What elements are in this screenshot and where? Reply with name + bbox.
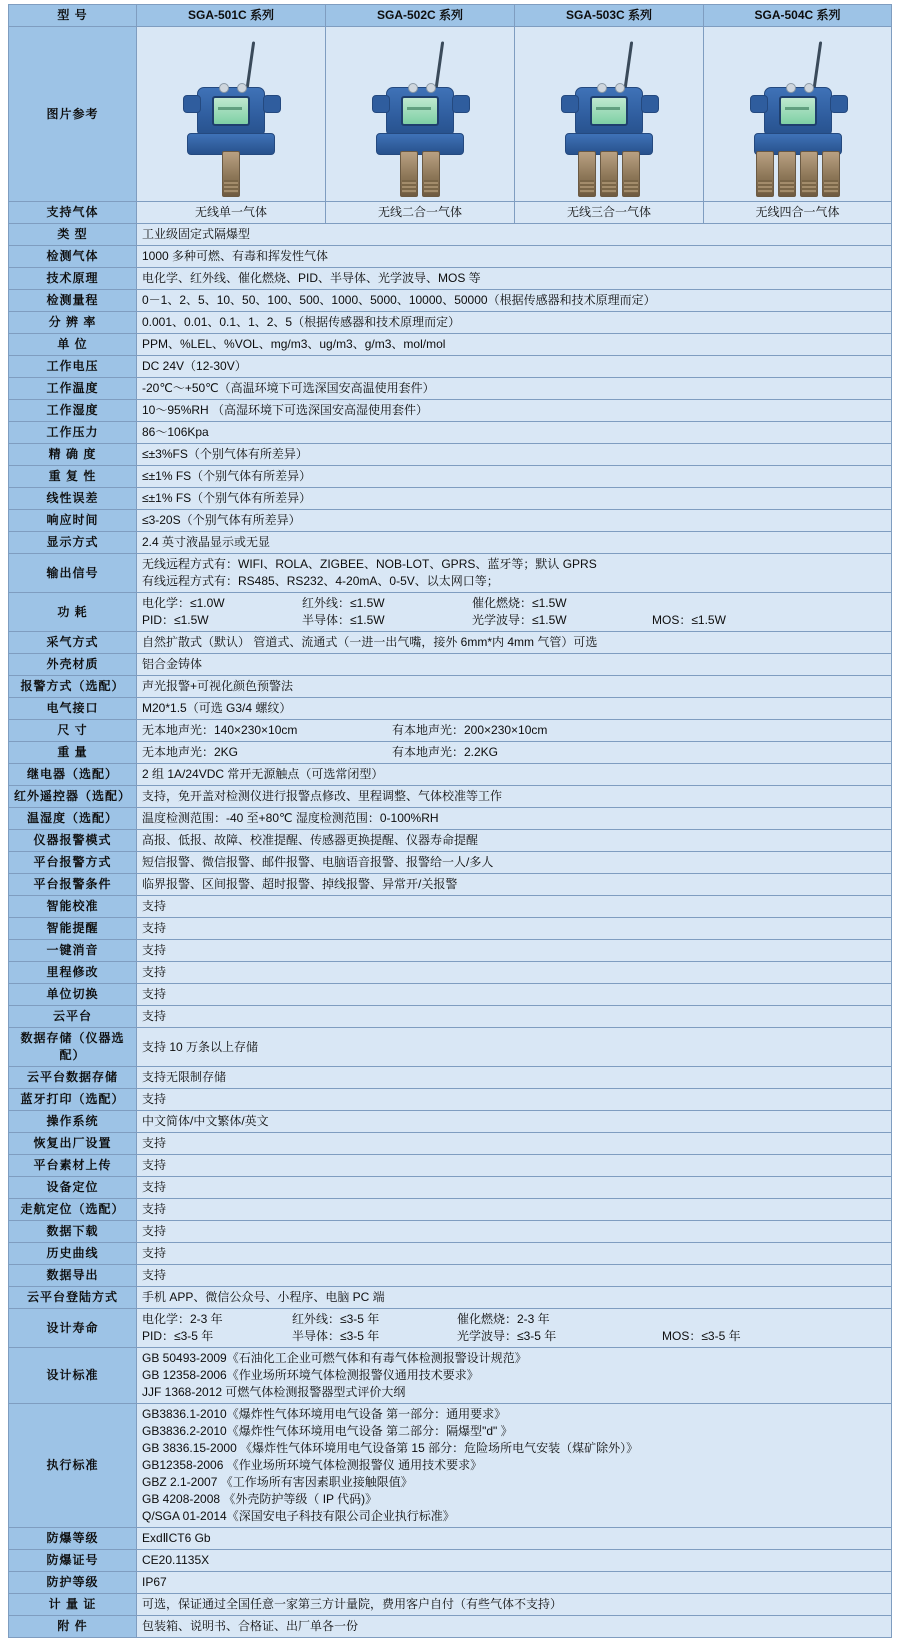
- row-label: 数据存储（仪器选配）: [9, 1028, 137, 1067]
- row-label: 里程修改: [9, 962, 137, 984]
- row-value: 温度检测范围：-40 至+80℃ 湿度检测范围：0-100%RH: [137, 808, 892, 830]
- row-label: 一键消音: [9, 940, 137, 962]
- sensor-group: [756, 151, 840, 197]
- row-value: 自然扩散式（默认） 管道式、流通式（一进一出气嘴，接外 6mm*内 4mm 气管）可选: [137, 632, 892, 654]
- sensor-probe: [400, 151, 418, 197]
- table-row-sampling: [9, 632, 892, 654]
- row-value: -20℃～+50℃（高温环境下可选深国安高温使用套件）: [137, 378, 892, 400]
- row-label: 线性误差: [9, 488, 137, 510]
- row-label: 平台报警方式: [9, 852, 137, 874]
- knob-icon: [237, 83, 247, 93]
- row-label-dimension: 尺 寸: [9, 720, 137, 742]
- row-label: 计 量 证: [9, 1594, 137, 1616]
- row-value: 包装箱、说明书、合格证、出厂单各一份: [137, 1616, 892, 1638]
- power-catalytic: 催化燃烧：≤1.5W: [472, 596, 567, 610]
- gas-value-1: 无线单一气体: [137, 202, 326, 224]
- row-label: 防爆等级: [9, 1528, 137, 1550]
- row-label: 单位切换: [9, 984, 137, 1006]
- life-catalytic: 催化燃烧：2-3 年: [457, 1312, 550, 1326]
- row-value-exec-standard: [137, 1404, 892, 1528]
- row-label: 外壳材质: [9, 654, 137, 676]
- table-row-gas: [9, 202, 892, 224]
- detector-screen: [212, 96, 250, 126]
- sensor-group: [578, 151, 640, 197]
- specification-table: [8, 4, 892, 1638]
- design-standard-line: GB 50493-2009《石油化工企业可燃气体和有毒气体检测报警设计规范》: [142, 1351, 527, 1365]
- row-label: 采气方式: [9, 632, 137, 654]
- table-row-display: [9, 532, 892, 554]
- weight-without-alarm: 无本地声光：2KG: [142, 745, 239, 759]
- row-value: 支持: [137, 1006, 892, 1028]
- row-value: 支持无限制存储: [137, 1067, 892, 1089]
- mount-ear-right: [452, 95, 470, 113]
- table-row-mobile-location: [9, 1199, 892, 1221]
- knob-icon: [597, 83, 607, 93]
- row-label: 温湿度（选配）: [9, 808, 137, 830]
- table-row-platform-alarm: [9, 852, 892, 874]
- row-label: 红外遥控器（选配）: [9, 786, 137, 808]
- row-value: 支持: [137, 896, 892, 918]
- row-label: 工作湿度: [9, 400, 137, 422]
- device-image-2: [326, 27, 515, 202]
- table-row-accuracy: [9, 444, 892, 466]
- row-value: PPM、%LEL、%VOL、mg/m3、ug/m3、g/m3、mol/mol: [137, 334, 892, 356]
- row-label: 数据导出: [9, 1265, 137, 1287]
- lifespan-line-2: [142, 1328, 886, 1345]
- row-value: 临界报警、区间报警、超时报警、掉线报警、异常开/关报警: [137, 874, 892, 896]
- gas-value-2: 无线二合一气体: [326, 202, 515, 224]
- row-value: IP67: [137, 1572, 892, 1594]
- row-label: 云平台数据存储: [9, 1067, 137, 1089]
- table-row-bluetooth-print: [9, 1089, 892, 1111]
- table-row-resolution: [9, 312, 892, 334]
- table-row-pressure: [9, 422, 892, 444]
- model-header-2: SGA-502C 系列: [326, 5, 515, 27]
- row-label: 显示方式: [9, 532, 137, 554]
- row-label: 工作电压: [9, 356, 137, 378]
- table-row-ir-remote: [9, 786, 892, 808]
- row-value: 手机 APP、微信公众号、小程序、电脑 PC 端: [137, 1287, 892, 1309]
- table-row-ex-rating: [9, 1528, 892, 1550]
- table-row-range-edit: [9, 962, 892, 984]
- row-value: CE20.1135X: [137, 1550, 892, 1572]
- power-infrared: 红外线：≤1.5W: [302, 596, 385, 610]
- row-value: ≤±1% FS（个别气体有所差异）: [137, 466, 892, 488]
- table-row-type: [9, 224, 892, 246]
- row-value: 支持，免开盖对检测仪进行报警点修改、里程调整、气体校准等工作: [137, 786, 892, 808]
- row-value-design-standard: [137, 1348, 892, 1404]
- row-label-gas: 支持气体: [9, 202, 137, 224]
- dimension-with-alarm: 有本地声光：200×230×10cm: [392, 723, 548, 737]
- table-row-alarm-mode: [9, 676, 892, 698]
- table-row-mute: [9, 940, 892, 962]
- mount-ear-left: [561, 95, 579, 113]
- row-value-dimension: [137, 720, 892, 742]
- mount-ear-left: [372, 95, 390, 113]
- sensor-probe: [222, 151, 240, 197]
- knob-icon: [786, 83, 796, 93]
- row-value: 声光报警+可视化颜色预警法: [137, 676, 892, 698]
- table-row-range: [9, 290, 892, 312]
- row-value: 支持: [137, 1265, 892, 1287]
- exec-standard-line: GB3836.1-2010《爆炸性气体环境用电气设备 第一部分：通用要求》: [142, 1407, 507, 1421]
- row-label: 蓝牙打印（选配）: [9, 1089, 137, 1111]
- weight-with-alarm: 有本地声光：2.2KG: [392, 745, 499, 759]
- row-label: 恢复出厂设置: [9, 1133, 137, 1155]
- row-value: M20*1.5（可选 G3/4 螺纹）: [137, 698, 892, 720]
- table-row-unit-switch: [9, 984, 892, 1006]
- table-row-output: [9, 554, 892, 593]
- exec-standard-line: GB12358-2006 《作业场所环境气体检测报警仪 通用技术要求》: [142, 1458, 483, 1472]
- table-row-os: [9, 1111, 892, 1133]
- row-value: 支持: [137, 984, 892, 1006]
- table-row-model-header: [9, 5, 892, 27]
- table-row-temperature: [9, 378, 892, 400]
- row-label: 类 型: [9, 224, 137, 246]
- table-row-image: [9, 27, 892, 202]
- row-value: 短信报警、微信报警、邮件报警、电脑语音报警、报警给一人/多人: [137, 852, 892, 874]
- knob-icon: [219, 83, 229, 93]
- mount-ear-right: [263, 95, 281, 113]
- row-label-exec-standard: 执行标准: [9, 1404, 137, 1528]
- detector-screen: [590, 96, 628, 126]
- table-row-weight: [9, 742, 892, 764]
- row-value: 电化学、红外线、催化燃烧、PID、半导体、光学波导、MOS 等: [137, 268, 892, 290]
- table-row-principle: [9, 268, 892, 290]
- detector-body: [575, 87, 643, 137]
- device-image-3: [515, 27, 704, 202]
- row-label: 历史曲线: [9, 1243, 137, 1265]
- row-label: 电气接口: [9, 698, 137, 720]
- life-electrochemical: 电化学：2-3 年: [142, 1312, 223, 1326]
- table-row-temp-humidity: [9, 808, 892, 830]
- row-value-lifespan: [137, 1309, 892, 1348]
- detector-screen: [401, 96, 439, 126]
- table-row-ex-cert: [9, 1550, 892, 1572]
- row-value: 中文简体/中文繁体/英文: [137, 1111, 892, 1133]
- row-value: ≤±1% FS（个别气体有所差异）: [137, 488, 892, 510]
- row-value: 支持: [137, 1243, 892, 1265]
- row-value: 86～106Kpa: [137, 422, 892, 444]
- table-row-smart-calibration: [9, 896, 892, 918]
- table-row-dimension: [9, 720, 892, 742]
- design-standard-line: JJF 1368-2012 可燃气体检测报警器型式评价大纲: [142, 1385, 406, 1399]
- sensor-probe: [622, 151, 640, 197]
- exec-standard-line: GB 4208-2008 《外壳防护等级（ IP 代码)》: [142, 1492, 378, 1506]
- table-row-data-download: [9, 1221, 892, 1243]
- row-label: 检测量程: [9, 290, 137, 312]
- table-row-linearity: [9, 488, 892, 510]
- detector-body: [197, 87, 265, 137]
- table-row-housing: [9, 654, 892, 676]
- table-row-cloud-login: [9, 1287, 892, 1309]
- row-label-image: 图片参考: [9, 27, 137, 202]
- sensor-probe: [422, 151, 440, 197]
- detector-body: [386, 87, 454, 137]
- row-label: 响应时间: [9, 510, 137, 532]
- row-label: 工作压力: [9, 422, 137, 444]
- row-value: 1000 多种可燃、有毒和挥发性气体: [137, 246, 892, 268]
- row-label: 云平台: [9, 1006, 137, 1028]
- table-row-detect-gas: [9, 246, 892, 268]
- power-optical: 光学波导：≤1.5W: [472, 613, 567, 627]
- row-label: 设备定位: [9, 1177, 137, 1199]
- mount-ear-left: [750, 95, 768, 113]
- table-row-device-alarm-mode: [9, 830, 892, 852]
- table-row-design-standard: [9, 1348, 892, 1404]
- row-label-model: 型 号: [9, 5, 137, 27]
- row-label: 平台素材上传: [9, 1155, 137, 1177]
- row-value: 支持: [137, 1177, 892, 1199]
- row-label: 单 位: [9, 334, 137, 356]
- row-value: 可选，保证通过全国任意一家第三方计量院，费用客户自付（有些气体不支持）: [137, 1594, 892, 1616]
- knob-icon: [615, 83, 625, 93]
- row-value: 10～95%RH （高湿环境下可选深国安高湿使用套件）: [137, 400, 892, 422]
- power-semiconductor: 半导体：≤1.5W: [302, 613, 385, 627]
- dimension-without-alarm: 无本地声光：140×230×10cm: [142, 723, 298, 737]
- table-row-data-export: [9, 1265, 892, 1287]
- row-value: 支持: [137, 962, 892, 984]
- row-label-output: 输出信号: [9, 554, 137, 593]
- table-row-device-location: [9, 1177, 892, 1199]
- model-header-3: SGA-503C 系列: [515, 5, 704, 27]
- row-value: ExdⅡCT6 Gb: [137, 1528, 892, 1550]
- power-mos: MOS：≤1.5W: [652, 613, 726, 627]
- row-value: 支持: [137, 1133, 892, 1155]
- table-row-repeatability: [9, 466, 892, 488]
- exec-standard-line: GB 3836.15-2000 《爆炸性气体环境用电气设备第 15 部分：危险场所电气安装（煤矿除外）》: [142, 1441, 639, 1455]
- row-value-weight: [137, 742, 892, 764]
- lifespan-line-1: [142, 1311, 886, 1328]
- table-row-smart-reminder: [9, 918, 892, 940]
- sensor-probe: [578, 151, 596, 197]
- table-row-cloud-platform: [9, 1006, 892, 1028]
- mount-ear-left: [183, 95, 201, 113]
- sensor-probe: [778, 151, 796, 197]
- row-label-weight: 重 量: [9, 742, 137, 764]
- table-row-platform-alarm-condition: [9, 874, 892, 896]
- row-label: 分 辨 率: [9, 312, 137, 334]
- table-row-unit: [9, 334, 892, 356]
- row-label: 精 确 度: [9, 444, 137, 466]
- life-mos: MOS：≤3-5 年: [662, 1329, 741, 1343]
- row-label: 云平台登陆方式: [9, 1287, 137, 1309]
- design-standard-line: GB 12358-2006《作业场所环境气体检测报警仪通用技术要求》: [142, 1368, 479, 1382]
- row-label-design-standard: 设计标准: [9, 1348, 137, 1404]
- power-line-1: [142, 595, 886, 612]
- knob-icon: [804, 83, 814, 93]
- row-label: 重 复 性: [9, 466, 137, 488]
- row-value-power: [137, 593, 892, 632]
- row-value: 支持: [137, 940, 892, 962]
- row-label: 走航定位（选配）: [9, 1199, 137, 1221]
- row-label: 防爆证号: [9, 1550, 137, 1572]
- table-row-humidity: [9, 400, 892, 422]
- table-row-history-curve: [9, 1243, 892, 1265]
- sensor-probe: [800, 151, 818, 197]
- knob-icon: [408, 83, 418, 93]
- table-row-accessories: [9, 1616, 892, 1638]
- model-header-1: SGA-501C 系列: [137, 5, 326, 27]
- row-label: 附 件: [9, 1616, 137, 1638]
- exec-standard-line: GBZ 2.1-2007 《工作场所有害因素职业接触限值》: [142, 1475, 413, 1489]
- mount-ear-right: [830, 95, 848, 113]
- table-row-relay: [9, 764, 892, 786]
- row-value: 2.4 英寸液晶显示或无显: [137, 532, 892, 554]
- row-label: 平台报警条件: [9, 874, 137, 896]
- table-row-response-time: [9, 510, 892, 532]
- output-line-2: 有线远程方式有：RS485、RS232、4-20mA、0-5V、以太网口等；: [142, 574, 499, 588]
- row-label: 操作系统: [9, 1111, 137, 1133]
- sensor-probe: [822, 151, 840, 197]
- table-row-ip-rating: [9, 1572, 892, 1594]
- table-row-electrical-interface: [9, 698, 892, 720]
- row-value: 支持: [137, 1155, 892, 1177]
- row-value: 支持: [137, 1221, 892, 1243]
- detector-body: [764, 87, 832, 137]
- row-value: 支持: [137, 1199, 892, 1221]
- detector-screen: [779, 96, 817, 126]
- device-image-1: [137, 27, 326, 202]
- row-value: 2 组 1A/24VDC 常开无源触点（可选常闭型）: [137, 764, 892, 786]
- row-value: ≤3-20S（个别气体有所差异）: [137, 510, 892, 532]
- row-label: 继电器（选配）: [9, 764, 137, 786]
- row-label: 工作温度: [9, 378, 137, 400]
- model-header-4: SGA-504C 系列: [704, 5, 892, 27]
- row-value: ≤±3%FS（个别气体有所差异）: [137, 444, 892, 466]
- row-label-power: 功 耗: [9, 593, 137, 632]
- sensor-probe: [756, 151, 774, 197]
- row-value: 工业级固定式隔爆型: [137, 224, 892, 246]
- life-semiconductor: 半导体：≤3-5 年: [292, 1329, 380, 1343]
- row-value: 0.001、0.01、0.1、1、2、5（根据传感器和技术原理而定）: [137, 312, 892, 334]
- power-electrochemical: 电化学：≤1.0W: [142, 596, 225, 610]
- table-row-data-storage: [9, 1028, 892, 1067]
- table-row-power: [9, 593, 892, 632]
- exec-standard-line: GB3836.2-2010《爆炸性气体环境用电气设备 第二部分：隔爆型"d" 》: [142, 1424, 513, 1438]
- row-label: 防护等级: [9, 1572, 137, 1594]
- row-value: DC 24V（12-30V）: [137, 356, 892, 378]
- table-row-voltage: [9, 356, 892, 378]
- power-pid: PID：≤1.5W: [142, 613, 209, 627]
- row-label: 智能提醒: [9, 918, 137, 940]
- table-row-lifespan: [9, 1309, 892, 1348]
- table-row-material-upload: [9, 1155, 892, 1177]
- table-row-cloud-storage: [9, 1067, 892, 1089]
- sensor-group: [222, 151, 240, 197]
- power-line-2: [142, 612, 886, 629]
- gas-value-4: 无线四合一气体: [704, 202, 892, 224]
- row-label: 检测气体: [9, 246, 137, 268]
- row-value: 0－1、2、5、10、50、100、500、1000、5000、10000、50000（根据传感器和技术原理而定）: [137, 290, 892, 312]
- output-line-1: 无线远程方式有：WIFI、ROLA、ZIGBEE、NOB-LOT、GPRS、蓝牙等；默认 GPRS: [142, 557, 597, 571]
- exec-standard-line: Q/SGA 01-2014《深国安电子科技有限公司企业执行标准》: [142, 1509, 455, 1523]
- row-value: 铝合金铸体: [137, 654, 892, 676]
- row-label: 数据下载: [9, 1221, 137, 1243]
- row-value-output: [137, 554, 892, 593]
- knob-icon: [426, 83, 436, 93]
- life-optical: 光学波导：≤3-5 年: [457, 1329, 557, 1343]
- life-infrared: 红外线：≤3-5 年: [292, 1312, 380, 1326]
- row-value: 支持: [137, 918, 892, 940]
- device-image-4: [704, 27, 892, 202]
- table-row-exec-standard: [9, 1404, 892, 1528]
- row-label: 报警方式（选配）: [9, 676, 137, 698]
- gas-value-3: 无线三合一气体: [515, 202, 704, 224]
- mount-ear-right: [641, 95, 659, 113]
- sensor-probe: [600, 151, 618, 197]
- row-label: 仪器报警模式: [9, 830, 137, 852]
- row-value: 支持: [137, 1089, 892, 1111]
- row-label: 智能校准: [9, 896, 137, 918]
- row-value: 高报、低报、故障、校准提醒、传感器更换提醒、仪器寿命提醒: [137, 830, 892, 852]
- row-value: 支持 10 万条以上存储: [137, 1028, 892, 1067]
- table-row-factory-reset: [9, 1133, 892, 1155]
- row-label-lifespan: 设计寿命: [9, 1309, 137, 1348]
- life-pid: PID：≤3-5 年: [142, 1329, 214, 1343]
- table-row-metrology-cert: [9, 1594, 892, 1616]
- sensor-group: [400, 151, 440, 197]
- row-label: 技术原理: [9, 268, 137, 290]
